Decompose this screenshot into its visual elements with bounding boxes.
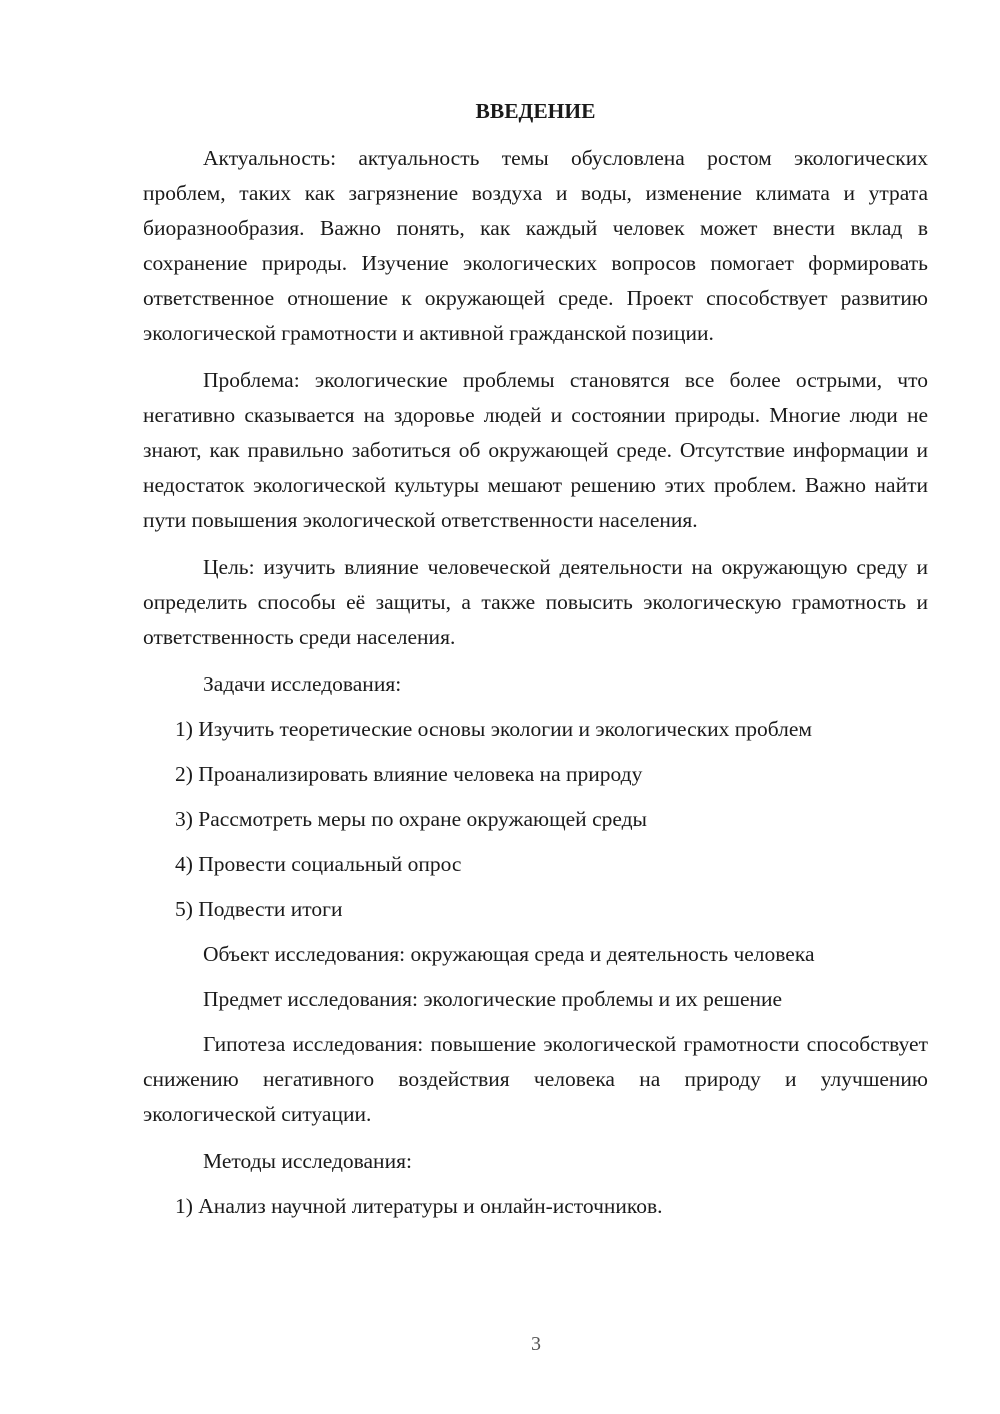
relevance-paragraph: Актуальность: актуальность темы обусловлена ростом экологических проблем, таких как загрязнение воздуха и воды, изменение климата и утрата биоразнообразия. Важно понять, как каждый человек может внести вклад в сохранение природы. Изучение экологических вопросов помогает формировать ответственное отношение к окружающей среде. Проект способствует развитию экологической грамотности и активной гражданской позиции. xyxy=(143,146,928,345)
methods-heading: Методы исследования: xyxy=(203,1149,412,1173)
list-item: 2) Проанализировать влияние человека на природу xyxy=(175,762,643,786)
list-item: 4) Провести социальный опрос xyxy=(175,852,462,876)
page-number: 3 xyxy=(531,1333,541,1355)
document-page xyxy=(143,94,928,1234)
list-item: 1) Анализ научной литературы и онлайн-источников. xyxy=(175,1194,663,1218)
goal-paragraph: Цель: изучить влияние человеческой деятельности на окружающую среду и определить способы её защиты, а также повысить экологическую грамотность и ответственность среди населения. xyxy=(143,555,928,649)
research-subject: Предмет исследования: экологические проблемы и их решение xyxy=(203,987,783,1011)
hypothesis-paragraph: Гипотеза исследования: повышение экологической грамотности способствует снижению негативного воздействия человека на природу и улучшению экологической ситуации. xyxy=(143,1032,928,1126)
tasks-list xyxy=(143,712,928,927)
tasks-heading: Задачи исследования: xyxy=(203,672,402,696)
list-item: 3) Рассмотреть меры по охране окружающей среды xyxy=(175,807,648,831)
section-title: ВВЕДЕНИЕ xyxy=(475,99,596,123)
methods-list xyxy=(143,1189,928,1224)
list-item: 5) Подвести итоги xyxy=(175,897,343,921)
problem-paragraph: Проблема: экологические проблемы становятся все более острыми, что негативно сказывается на здоровье людей и состоянии природы. Многие люди не знают, как правильно заботиться об окружающей среде. Отсутствие информации и недостаток экологической культуры мешают решению этих проблем. Важно найти пути повышения экологической ответственности населения. xyxy=(143,368,928,532)
research-object: Объект исследования: окружающая среда и деятельность человека xyxy=(203,942,815,966)
list-item: 1) Изучить теоретические основы экологии и экологических проблем xyxy=(175,717,813,741)
